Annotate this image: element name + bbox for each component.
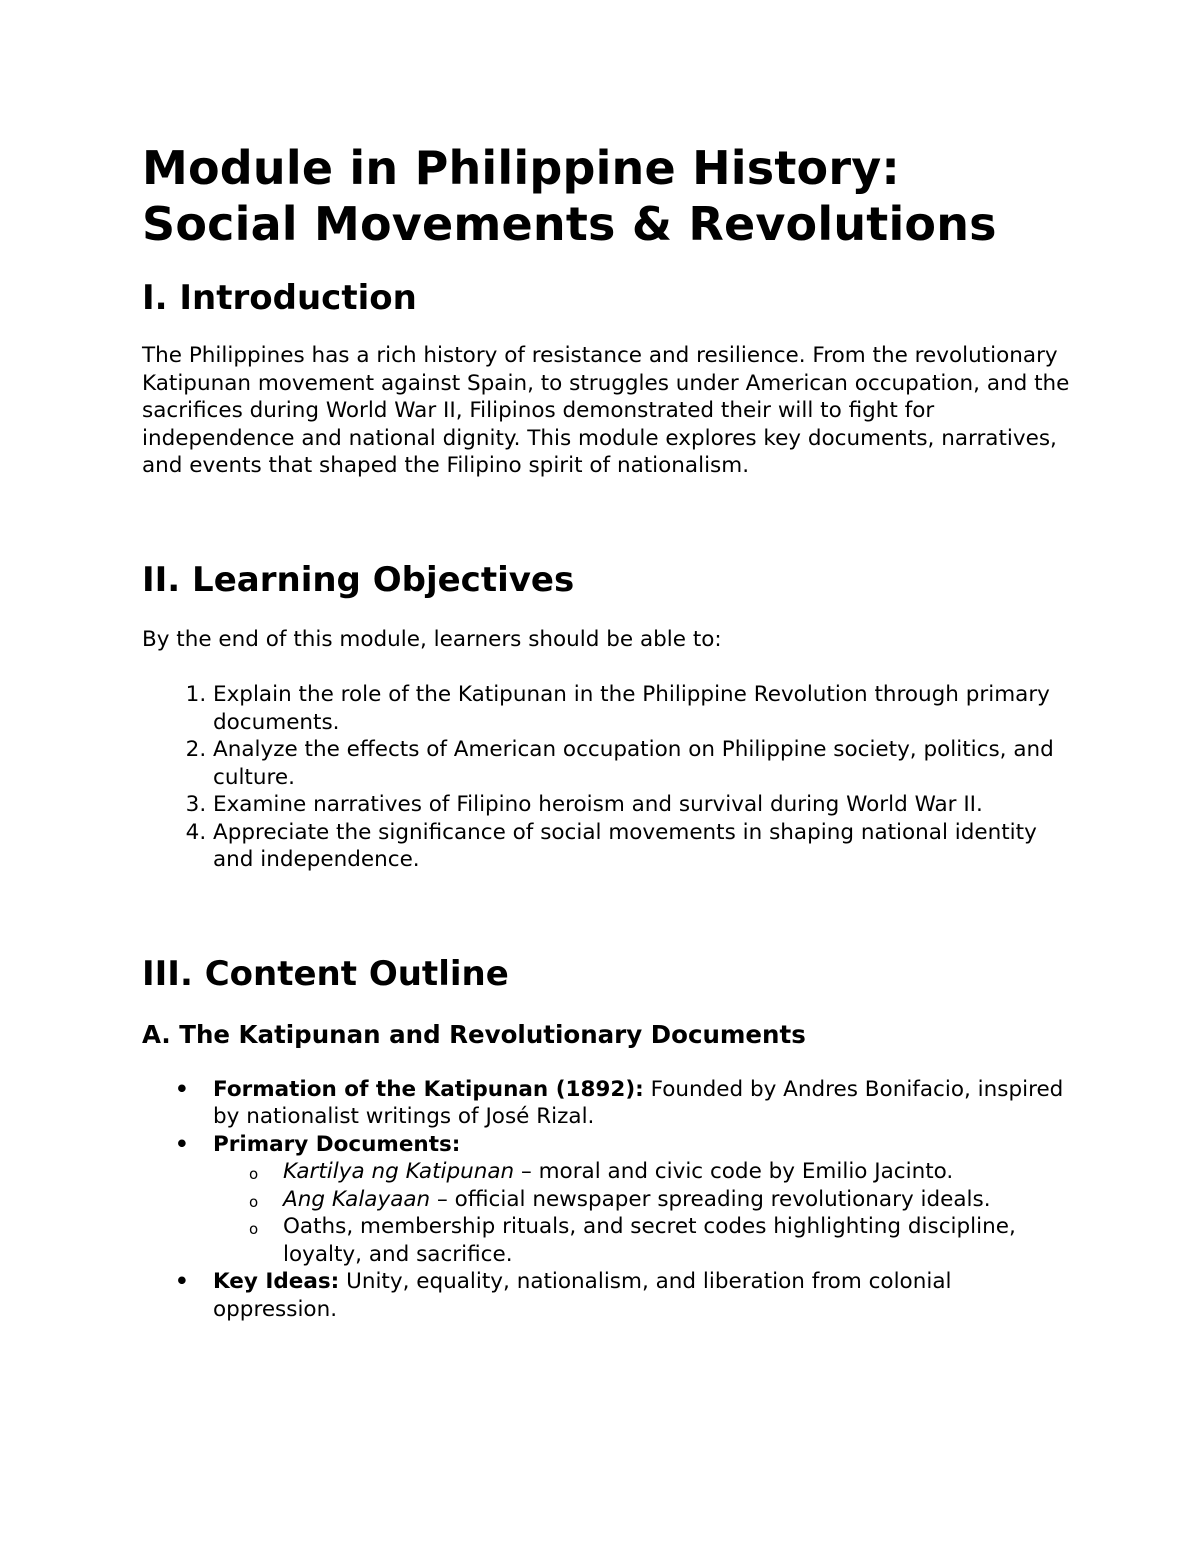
document-title-kartilya: Kartilya ng Katipunan	[283, 1159, 515, 1184]
subsection-a-bullets	[142, 1076, 1072, 1324]
objectives-list	[142, 681, 1072, 874]
subsection-a-heading: A. The Katipunan and Revolutionary Documents	[142, 1019, 806, 1049]
objective-item-2: 2. Analyze the effects of American occupation on Philippine society, politics, and culture.	[213, 736, 1072, 791]
formation-text: Founded by Andres Bonifacio, inspired by nationalist writings of José Rizal.	[213, 1076, 1064, 1129]
primary-documents-label: Primary Documents:	[213, 1131, 461, 1157]
primary-document-item	[283, 1186, 1072, 1214]
title-line-2: Social Movements & Revolutions	[142, 197, 997, 251]
primary-document-item	[283, 1213, 1072, 1268]
key-ideas-text: Unity, equality, nationalism, and liberation from colonial oppression.	[213, 1269, 952, 1322]
primary-documents-list	[213, 1158, 1072, 1268]
formation-label: Formation of the Katipunan (1892):	[213, 1076, 644, 1102]
bullet-formation	[213, 1076, 1072, 1131]
objective-item-4: 4. Appreciate the significance of social movements in shaping national identity and independence.	[213, 819, 1072, 874]
document-desc-oaths: Oaths, membership rituals, and secret codes highlighting discipline, loyalty, and sacrifice.	[283, 1214, 1016, 1267]
key-ideas-label: Key Ideas:	[213, 1269, 340, 1294]
objective-item-3: 3. Examine narratives of Filipino heroism and survival during World War II.	[213, 791, 1072, 819]
primary-document-item	[283, 1158, 1072, 1186]
objective-item-1: 1. Explain the role of the Katipunan in the Philippine Revolution through primary documents.	[213, 681, 1072, 736]
bullet-key-ideas	[213, 1268, 1072, 1323]
objectives-lead: By the end of this module, learners should be able to:	[142, 626, 722, 652]
objectives-heading: II. Learning Objectives	[142, 559, 575, 600]
document-title-kalayaan: Ang Kalayaan	[283, 1186, 431, 1212]
document-desc-kalayaan: – official newspaper spreading revolutionary ideals.	[430, 1186, 991, 1212]
introduction-heading: I. Introduction	[142, 278, 417, 318]
outline-heading: III. Content Outline	[142, 953, 509, 994]
title-line-1: Module in Philippine History:	[142, 141, 901, 195]
document-page	[142, 140, 1072, 1323]
introduction-paragraph: The Philippines has a rich history of resistance and resilience. From the revolutionary Katipunan movement against Spain, to struggles under American occupation, and the sacrifices during World War II, Filipinos demonstrated their will to fight for independence and national dignity. This module explores key documents, narratives, and events that shaped the Filipino spirit of nationalism.	[142, 343, 1070, 478]
document-desc-kartilya: – moral and civic code by Emilio Jacinto.	[514, 1159, 954, 1184]
bullet-primary-documents	[213, 1131, 1072, 1269]
document-title	[142, 140, 1072, 252]
